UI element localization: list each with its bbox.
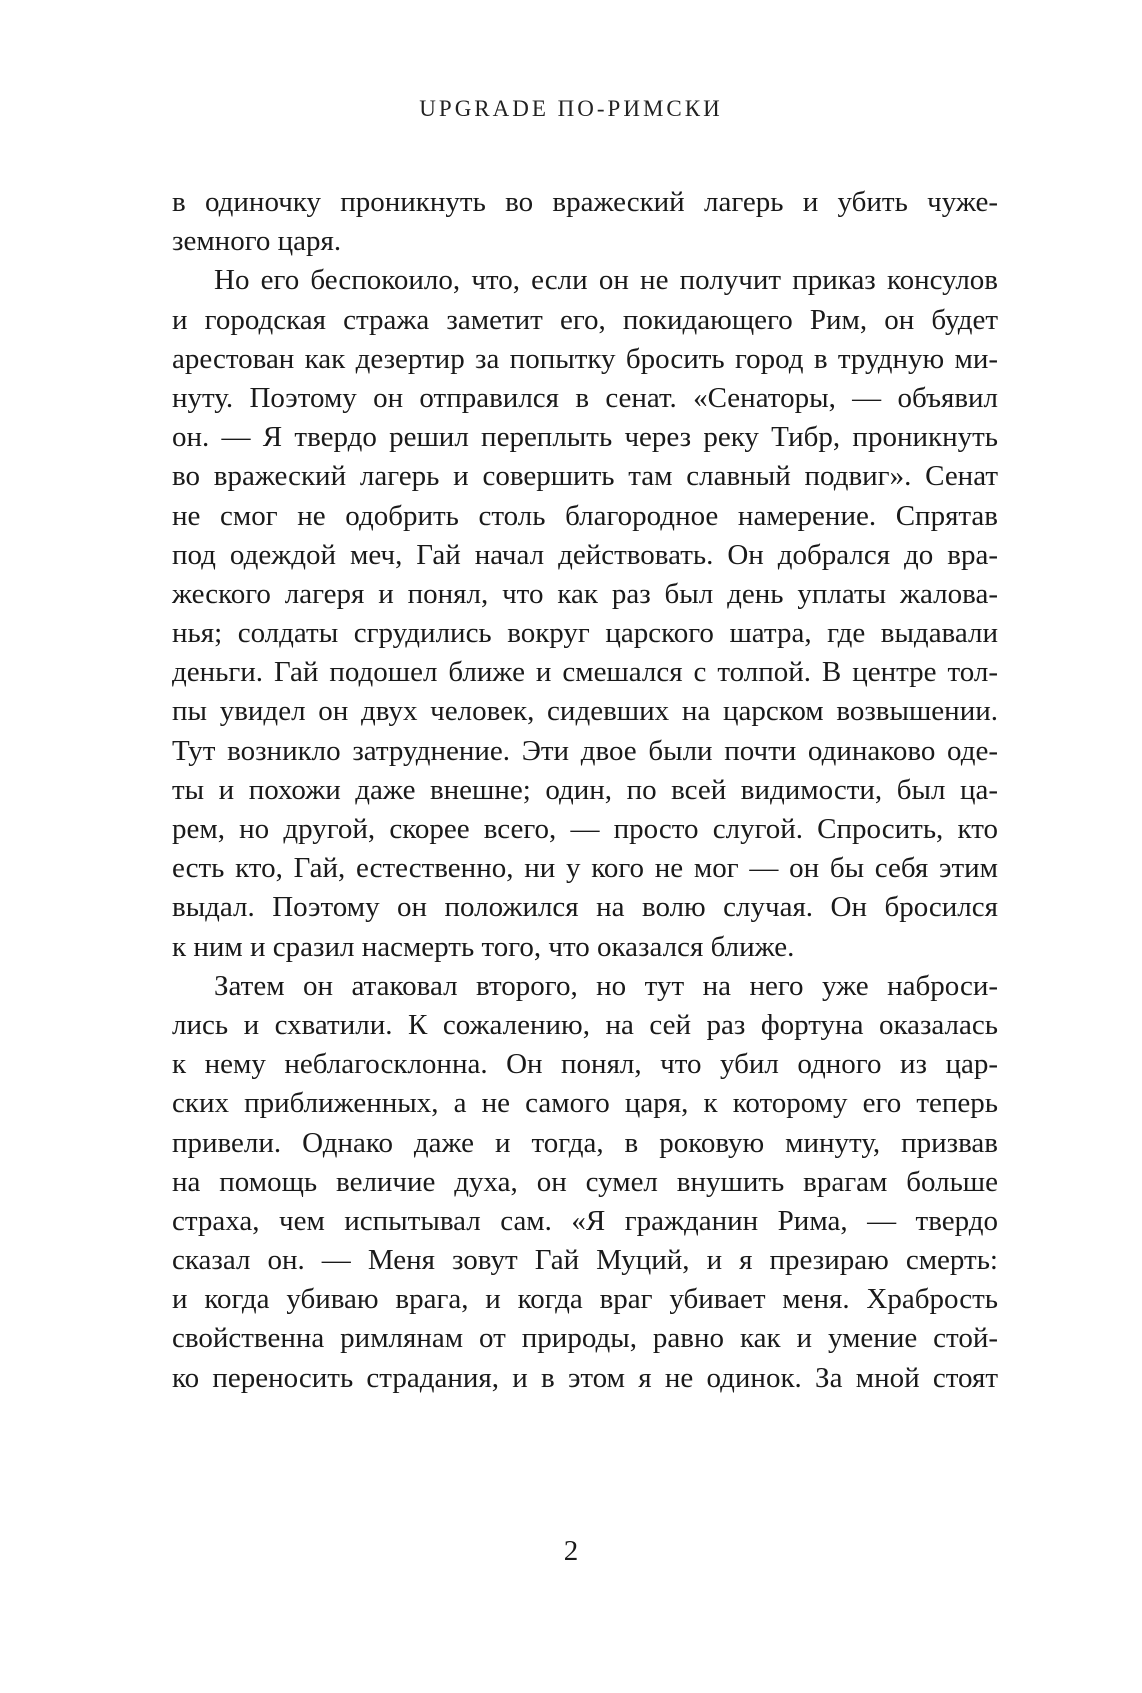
text-line: под одеждой меч, Гай начал действовать. Он добрался до вра-	[172, 538, 998, 571]
text-line: ко переносить страдания, и в этом я не одинок. За мной стоят	[172, 1361, 998, 1394]
text-line: и городская стража заметит его, покидающего Рим, он будет	[172, 303, 998, 336]
text-line: есть кто, Гай, естественно, ни у кого не мог — он бы себя этим	[172, 852, 998, 885]
text-line: Но его беспокоило, что, если он не получит приказ консулов	[214, 264, 998, 297]
running-title: UPGRADE ПО-РИМСКИ	[419, 96, 723, 121]
text-line: к нему неблагосклонна. Он понял, что убил одного из цар-	[172, 1048, 998, 1081]
text-line: арестован как дезертир за попытку бросить город в трудную ми-	[172, 342, 998, 375]
text-line: нья; солдаты сгрудились вокруг царского шатра, где выдавали	[172, 617, 998, 650]
text-line: страха, чем испытывал сам. «Я гражданин Рима, — твердо	[172, 1204, 998, 1237]
text-line: во вражеский лагерь и совершить там славный подвиг». Сенат	[172, 460, 998, 493]
text-line: и когда убиваю врага, и когда враг убивает меня. Храбрость	[172, 1283, 998, 1316]
text-line: ских приближенных, а не самого царя, к которому его теперь	[172, 1087, 998, 1120]
page-number: 2	[563, 1535, 579, 1567]
text-line: жеского лагеря и понял, что как раз был день уплаты жалова-	[172, 577, 998, 610]
text-line: Тут возникло затруднение. Эти двое были почти одинаково оде-	[172, 734, 998, 767]
text-line: деньги. Гай подошел ближе и смешался с толпой. В центре тол-	[172, 656, 998, 689]
text-line: нуту. Поэтому он отправился в сенат. «Сенаторы, — объявил	[172, 381, 998, 414]
text-line: выдал. Поэтому он положился на волю случая. Он бросился	[172, 891, 998, 924]
text-line: он. — Я твердо решил переплыть через реку Тибр, проникнуть	[172, 421, 998, 454]
text-line: свойственна римлянам от природы, равно как и умение стой-	[172, 1322, 998, 1355]
text-line: лись и схватили. К сожалению, на сей раз фортуна оказалась	[172, 1008, 998, 1041]
text-line: сказал он. — Меня зовут Гай Муций, и я презираю смерть:	[172, 1244, 998, 1277]
text-line: ты и похожи даже внешне; один, по всей видимости, был ца-	[172, 773, 998, 806]
text-line: в одиночку проникнуть во вражеский лагерь и убить чуже-	[172, 186, 998, 218]
text-line: на помощь величие духа, он сумел внушить врагам больше	[172, 1165, 998, 1198]
text-line: привели. Однако даже и тогда, в роковую минуту, призвав	[172, 1126, 998, 1159]
text-line: рем, но другой, скорее всего, — просто слугой. Спросить, кто	[172, 813, 998, 845]
body-text	[172, 183, 998, 1398]
text-line: пы увидел он двух человек, сидевших на царском возвышении.	[172, 695, 998, 728]
text-line: Затем он атаковал второго, но тут на него уже наброси-	[214, 969, 998, 1002]
text-line: не смог не одобрить столь благородное намерение. Спрятав	[172, 499, 998, 532]
text-line: к ним и сразил насмерть того, что оказался ближе.	[172, 930, 795, 963]
text-line: земного царя.	[172, 225, 342, 258]
